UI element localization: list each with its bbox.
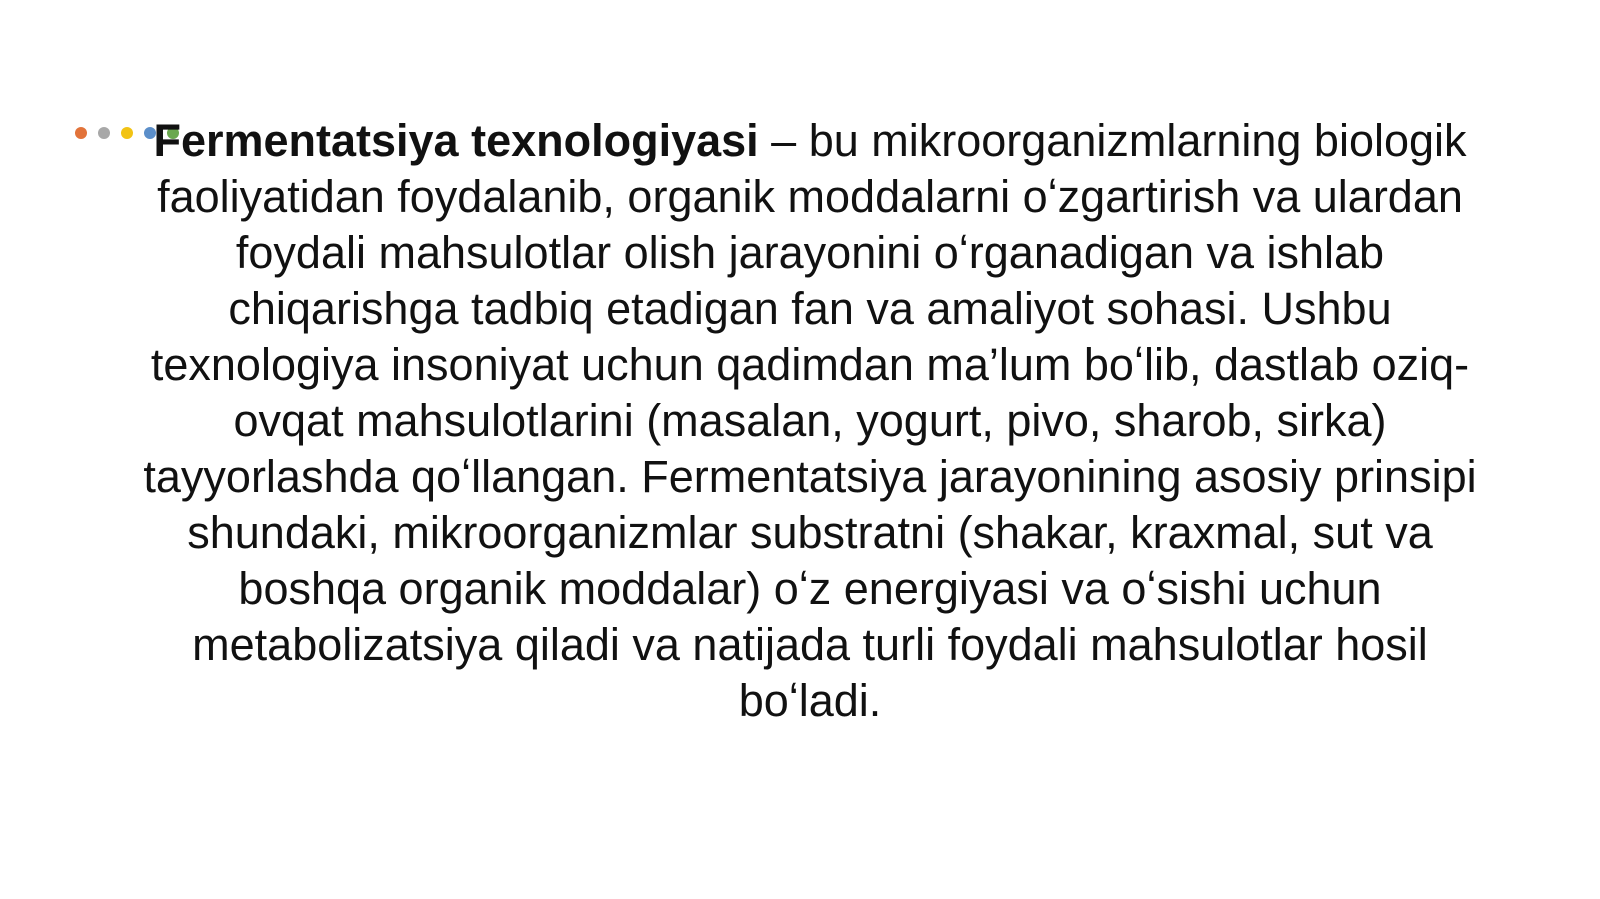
definition-term: Fermentatsiya texnologiyasi [153,115,759,166]
gray-dot-icon [98,127,110,139]
definition-text: – bu mikroorganizmlarning biologik faoliyatidan foydalanib, organik moddalarni oʻzgartirish va ulardan foydali mahsulotlar olish jarayonini oʻrganadigan va ishlab chiqarishga tadbiq etadigan fan va amaliyot sohasi. Ushbu texnologiya insoniyat uchun qadimdan ma’lum boʻlib, dastlab oziq-ovqat mahsulotlarini (masalan, yogurt, pivo, sharob, sirka) tayyorlashda qoʻllangan. Fermentatsiya jarayonining asosiy prinsipi shundaki, mikroorganizmlar substratni (shakar, kraxmal, sut va boshqa organik moddalar) oʻz energiyasi va oʻsishi uchun metabolizatsiya qiladi va natijada turli foydali mahsulotlar hosil boʻladi. [143,115,1477,726]
slide-body-text [130,113,1490,729]
orange-dot-icon [75,127,87,139]
